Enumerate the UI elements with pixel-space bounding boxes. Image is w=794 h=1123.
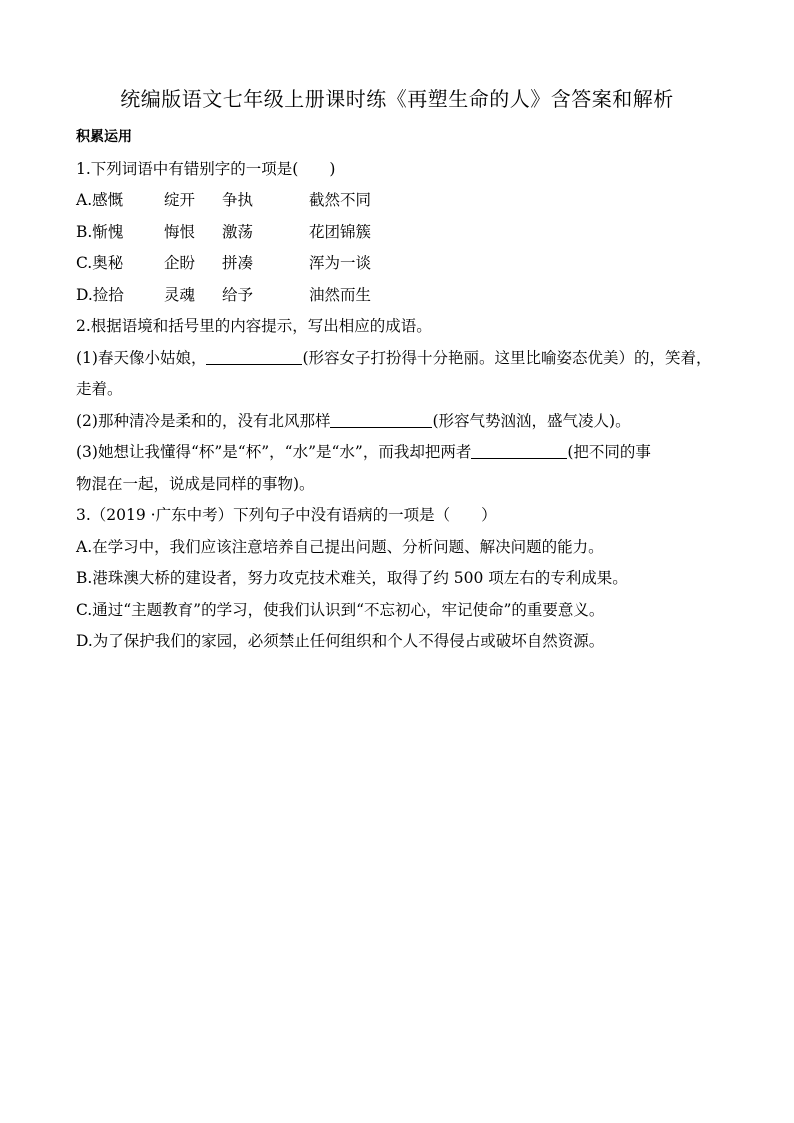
- question-1-option-d: [76, 280, 736, 312]
- document-title: 统编版语文七年级上册课时练《再塑生命的人》含答案和解析: [120, 87, 674, 111]
- question-1-stem: 1.下列词语中有错别字的一项是( ): [76, 159, 336, 178]
- document-content: [76, 122, 736, 658]
- sentence-text: (形容女子打扮得十分艳丽。这里比喻姿态优美）的，笑着，: [302, 348, 712, 367]
- option-word: 灵魂: [164, 285, 196, 304]
- option-word: 悔恨: [164, 222, 196, 241]
- option-label: B.惭愧: [76, 222, 124, 241]
- option-word: 绽开: [164, 191, 196, 209]
- option-word: 争执: [222, 191, 254, 209]
- section-heading: 积累运用: [76, 129, 132, 145]
- question-1-option-c: [76, 248, 736, 280]
- question-2-sentence-2: [76, 406, 736, 438]
- answer-blank[interactable]: [471, 440, 567, 459]
- option-word: 拼凑: [222, 254, 254, 272]
- option-word: 激荡: [222, 222, 254, 241]
- answer-blank[interactable]: [206, 346, 302, 365]
- question-3-option-a: A.在学习中，我们应该注意培养自己提出问题、分析问题、解决问题的能力。: [76, 537, 604, 556]
- question-3-stem: 3.（2019 ·广东中考）下列句子中没有语病的一项是（ ）: [76, 506, 497, 524]
- option-word: 给予: [222, 285, 254, 304]
- sentence-text: (形容气势汹汹，盛气凌人)。: [432, 411, 631, 430]
- question-3-option-c: C.通过“主题教育”的学习，使我们认识到“不忘初心，牢记使命”的重要意义。: [76, 600, 605, 619]
- option-label: A.感慨: [76, 191, 124, 209]
- option-word: 油然而生: [309, 285, 372, 304]
- question-2-sentence-1-continued: 走着。: [76, 380, 123, 398]
- question-2-sentence-1: [76, 343, 736, 375]
- sentence-text: (3)她想让我懂得“杯”是“杯”，“水”是“水”，而我却把两者: [76, 443, 472, 461]
- question-1-option-b: [76, 217, 736, 249]
- question-3-option-d: D.为了保护我们的家园，必须禁止任何组织和个人不得侵占或破坏自然资源。: [76, 632, 605, 650]
- question-1-option-a: [76, 185, 736, 217]
- option-word: 浑为一谈: [309, 254, 372, 272]
- question-2-sentence-3-continued: 物混在一起，说成是同样的事物)。: [76, 474, 315, 493]
- option-label: C.奥秘: [76, 254, 124, 272]
- option-word: 截然不同: [309, 191, 372, 209]
- option-word: 花团锦簇: [309, 222, 372, 241]
- sentence-text: (把不同的事: [567, 443, 651, 461]
- question-2-stem: 2.根据语境和括号里的内容提示，写出相应的成语。: [76, 317, 432, 335]
- answer-blank[interactable]: [330, 409, 432, 428]
- question-2-sentence-3: [76, 437, 736, 469]
- question-3-option-b: B.港珠澳大桥的建设者，努力攻克技术难关，取得了约 500 项左右的专利成果。: [76, 569, 628, 587]
- sentence-text: (1)春天像小姑娘，: [76, 348, 207, 367]
- option-word: 企盼: [164, 254, 196, 272]
- option-label: D.捡拾: [76, 285, 124, 304]
- sentence-text: (2)那种清冷是柔和的，没有北风那样: [76, 411, 331, 430]
